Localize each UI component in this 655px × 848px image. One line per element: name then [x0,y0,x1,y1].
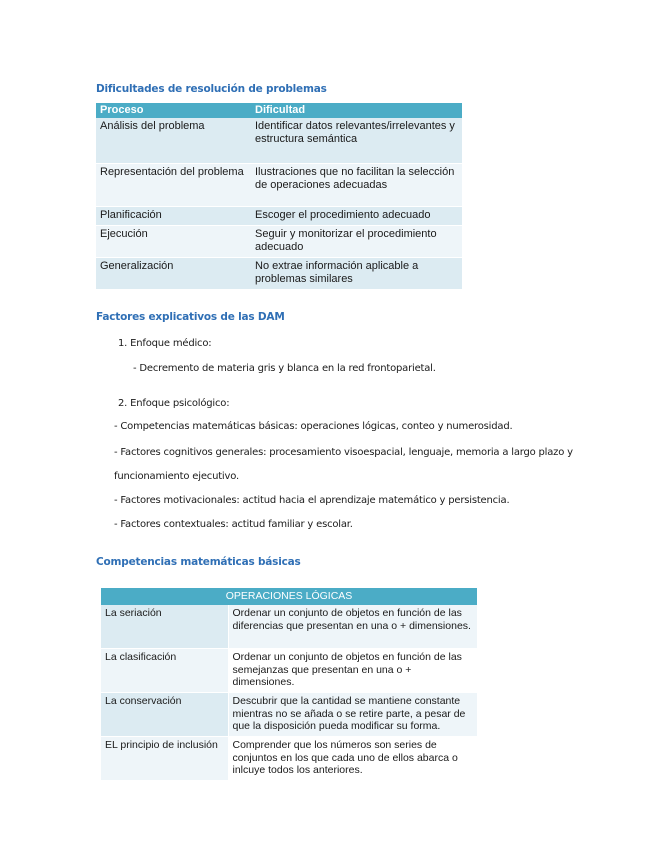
table-row [96,118,462,164]
bullet-cognitive-factors: - Factores cognitivos generales: procesamiento visoespacial, lenguaje, memoria a largo plazo y [114,447,573,458]
table-title: OPERACIONES LÓGICAS [101,588,477,605]
bullet-basic-competencies: - Competencias matemáticas básicas: operaciones lógicas, conteo y numerosidad. [114,421,513,432]
list-item-psychological: 2. Enfoque psicológico: [118,398,230,409]
table-row [96,226,462,258]
description-cell: Descubrir que la cantidad se mantiene constante mientras no se añada o se retire parte, a pesar de que la disposición pueda modificar su forma. [228,693,477,737]
difficulty-cell: Identificar datos relevantes/irrelevantes y estructura semántica [251,118,462,164]
list-item-medical-detail: - Decremento de materia gris y blanca en la red frontoparietal. [133,363,436,374]
table-header-row [101,588,477,605]
operation-cell: La clasificación [101,649,228,693]
operation-cell: La seriación [101,605,228,649]
table-header-row [96,103,462,118]
difficulty-cell: No extrae información aplicable a problemas similares [251,258,462,290]
section-heading-factors: Factores explicativos de las DAM [96,311,285,323]
description-cell: Ordenar un conjunto de objetos en función de las diferencias que presentan en una o + dimensiones. [228,605,477,649]
process-cell: Representación del problema [96,164,251,207]
difficulty-cell: Seguir y monitorizar el procedimiento adecuado [251,226,462,258]
list-item-medical: 1. Enfoque médico: [118,338,212,349]
table-row [101,737,477,781]
table-row [101,605,477,649]
logical-operations-table [101,588,477,781]
section-heading-difficulties: Dificultades de resolución de problemas [96,83,327,95]
process-cell: Análisis del problema [96,118,251,164]
process-cell: Planificación [96,207,251,226]
difficulty-cell: Escoger el procedimiento adecuado [251,207,462,226]
column-header: Proceso [96,103,251,118]
operation-cell: EL principio de inclusión [101,737,228,781]
process-cell: Ejecución [96,226,251,258]
table-row [96,258,462,290]
operation-cell: La conservación [101,693,228,737]
difficulty-cell: Ilustraciones que no facilitan la selección de operaciones adecuadas [251,164,462,207]
description-cell: Ordenar un conjunto de objetos en función de las semejanzas que presentan en una o + dimensiones. [228,649,477,693]
table-row [101,693,477,737]
table-row [96,207,462,226]
table-row [101,649,477,693]
difficulties-table [96,103,462,290]
bullet-cognitive-factors-cont: funcionamiento ejecutivo. [114,471,239,482]
bullet-contextual-factors: - Factores contextuales: actitud familiar y escolar. [114,519,353,530]
description-cell: Comprender que los números son series de conjuntos en los que cada uno de ellos abarca o inlcuye todos los anteriores. [228,737,477,781]
process-cell: Generalización [96,258,251,290]
column-header: Dificultad [251,103,462,118]
table-row [96,164,462,207]
bullet-motivational-factors: - Factores motivacionales: actitud hacia el aprendizaje matemático y persistencia. [114,495,510,506]
section-heading-competencies: Competencias matemáticas básicas [96,556,301,568]
